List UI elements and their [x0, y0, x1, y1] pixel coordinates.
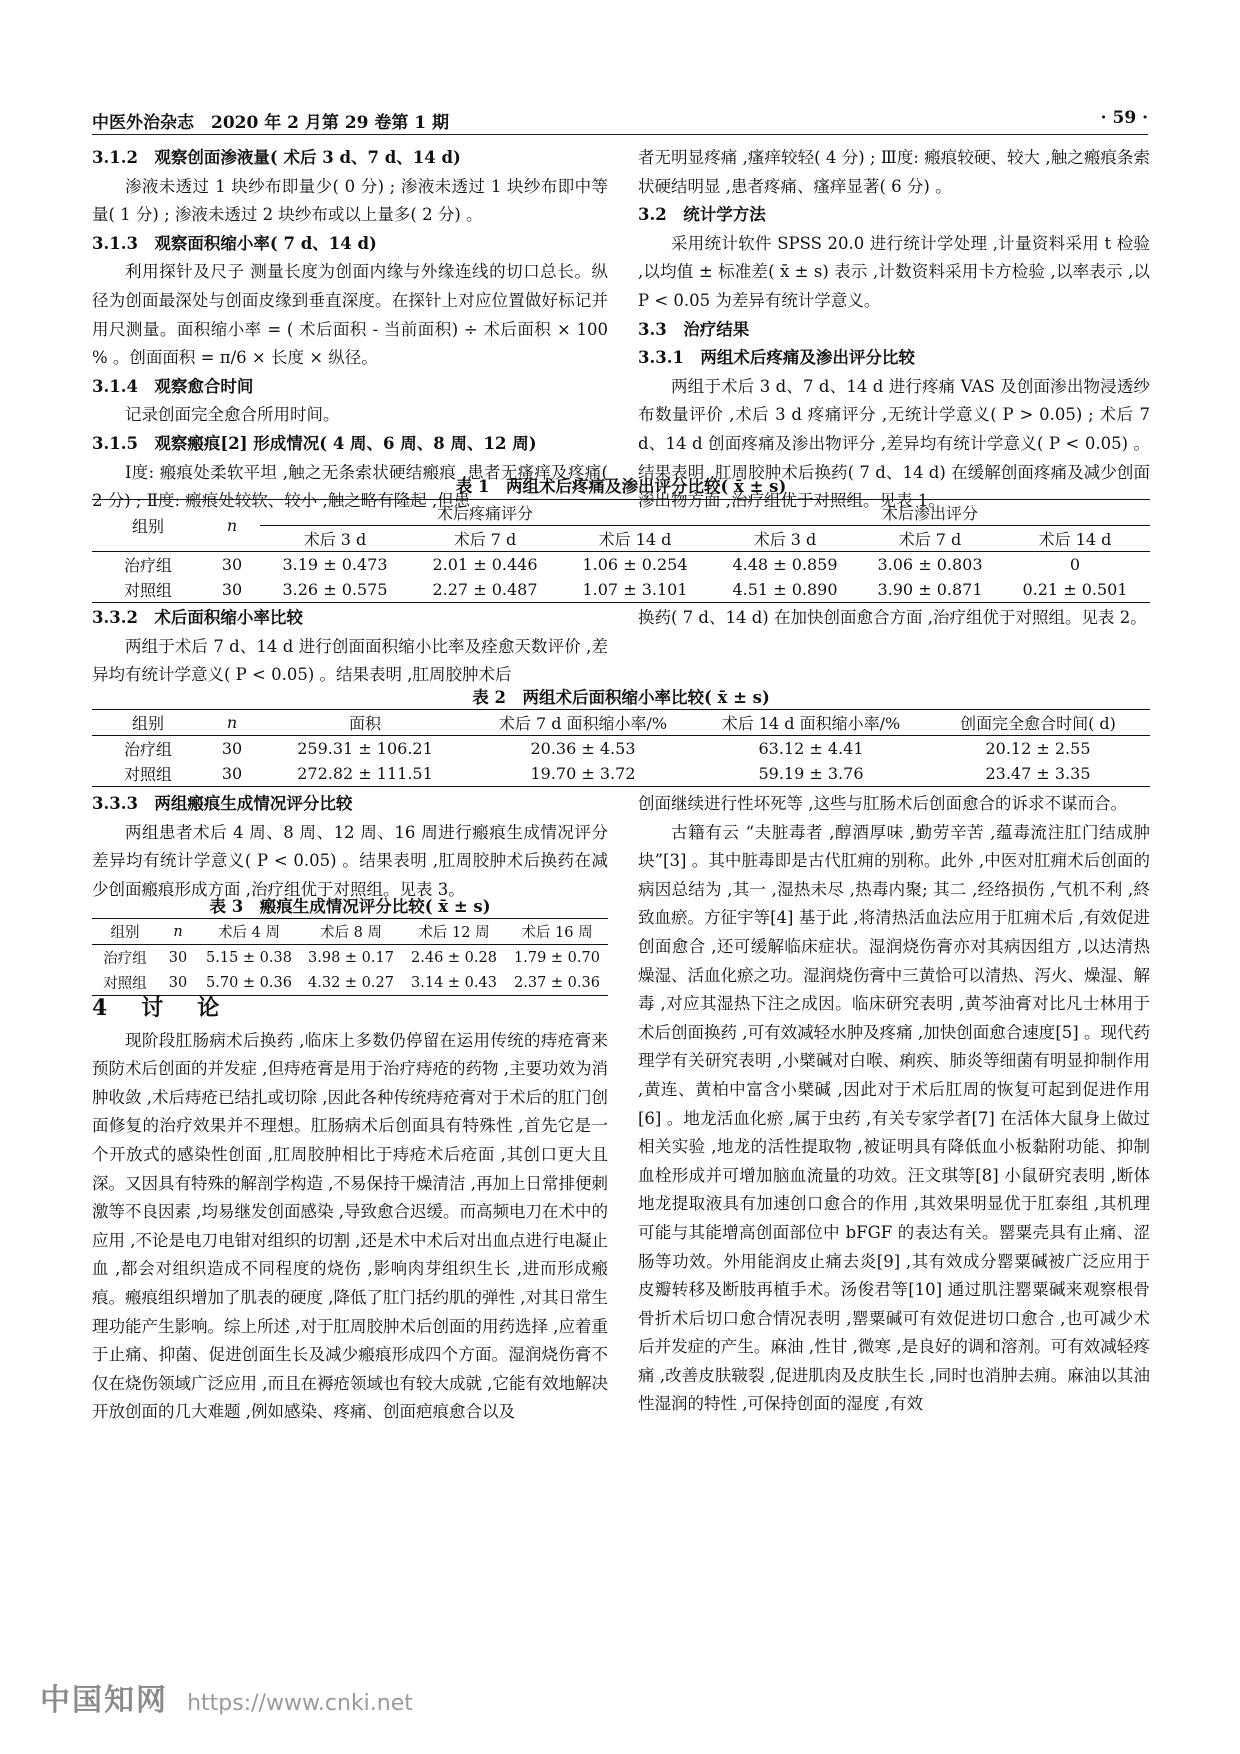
left-column-lower-b	[92, 990, 608, 1427]
table-cell: 对照组	[92, 577, 204, 603]
table-cell: 1.79 ± 0.70	[514, 949, 600, 966]
table-cell: 2.01 ± 0.446	[432, 555, 538, 574]
table3	[92, 918, 608, 996]
page-header	[92, 108, 1148, 135]
table1-subheader: 术后 14 d	[1000, 526, 1150, 552]
right-column-lower	[638, 790, 1150, 1419]
section-heading-discussion: 4 讨 论	[92, 995, 226, 1021]
table-cell: 30	[221, 739, 243, 758]
table-cell: 对照组	[92, 970, 158, 996]
cnki-logo: 中国知网	[40, 1683, 168, 1718]
paragraph: 换药( 7 d、14 d) 在加快创面愈合方面 ,治疗组优于对照组。见表 2。	[638, 608, 1147, 627]
table3-header: n	[158, 919, 198, 945]
table2-header: 术后 14 d 面积缩小率/%	[696, 710, 926, 736]
table-cell: 1.06 ± 0.254	[582, 555, 688, 574]
section-heading: 3.1.4 观察愈合时间	[92, 376, 254, 396]
left-column-middle	[92, 604, 608, 690]
table1	[92, 499, 1150, 603]
table-cell: 20.36 ± 4.53	[530, 739, 636, 758]
table-cell: 对照组	[92, 761, 204, 787]
paragraph: 古籍有云 “夫脏毒者 ,醇酒厚味 ,勤劳辛苦 ,蕴毒流注肛门结成肿块”[3] 。其中脏毒即是古代肛痈的别称。此外 ,中医对肛痈术后创面的病因总结为 ,其一 ,湿热未尽 ,热毒内聚; 其二 ,经络损伤 ,气机不利 ,終致血瘀。方征宇等[4] 基于此 ,将清热活血法应用于肛痈术后 ,有效促进创面愈合 ,还可缓解临床症状。湿润烧伤膏亦对其病因组方 ,以达清热燥湿、活血化瘀之功。湿润烧伤膏中三黄恰可以清热、泻火、燥湿、解毒 ,对应其湿热下注之成因。临床研究表明 ,黄芩油膏对比凡士林用于术后创面换药 ,可有效减轻水肿及疼痛 ,加快创面愈合速度[5] 。现代药理学有关研究表明 ,小檗碱对白喉、痢疾、肺炎等细菌有明显抑制作用 ,黄连、黄柏中富含小檗碱 ,因此对于术后肛周的恢复可起到促进作用[6] 。地龙活血化瘀 ,属于虫药 ,有关专家学者[7] 在活体大鼠身上做过相关实验 ,地龙的活性提取物 ,被证明具有降低血小板黏附功能、抑制血栓形成并可增加脑血流量的功效。汪文琪等[8] 小鼠研究表明 ,断体地龙提取液具有加速创口愈合的作用 ,其效果明显优于肛泰组 ,其机理可能与其能增高创面部位中 bFGF 的表达有关。罂粟壳具有止痛、涩肠等功效。外用能润皮止痛去炎[9] ,其有效成分罂粟碱被广泛应用于皮瓣转移及断肢再植手术。汤俊君等[10] 通过肌注罂粟碱来观察根骨骨折术后切口愈合情况表明 ,罂粟碱可有效促进切口愈合 ,也可减少术后并发症的产生。麻油 ,性甘 ,微寒 ,是良好的调和溶剂。可有效减轻疼痛 ,改善皮肤皲裂 ,促进肌肉及皮肤生长 ,同时也消肿去痈。麻油以其油性湿润的特性 ,可保持创面的湿度 ,有效	[638, 822, 1150, 1414]
table1-row	[92, 552, 1150, 578]
table2-row	[92, 761, 1150, 787]
table-cell: 63.12 ± 4.41	[758, 739, 864, 758]
left-column-upper	[92, 144, 608, 516]
table2-row	[92, 736, 1150, 762]
table-cell: 30	[204, 577, 260, 603]
section-heading: 3.1.5 观察瘢痕[2] 形成情况( 4 周、6 周、8 周、12 周)	[92, 433, 537, 453]
table2-header: n	[204, 710, 260, 736]
section-heading: 3.3.2 术后面积缩小率比较	[92, 608, 303, 627]
table1-subheader: 术后 7 d	[860, 526, 1000, 552]
table-cell: 59.19 ± 3.76	[696, 761, 926, 787]
table1-subheader: 术后 14 d	[560, 526, 710, 552]
table-cell: 0	[1069, 555, 1081, 574]
table-cell: 4.48 ± 0.859	[732, 555, 838, 574]
table3-header: 术后 12 周	[402, 919, 506, 945]
left-column-lower-a	[92, 790, 608, 904]
section-heading: 3.3.3 两组瘢痕生成情况评分比较	[92, 794, 353, 813]
discussion-body	[92, 1027, 608, 1427]
paragraph: 记录创面完全愈合所用时间。	[125, 405, 340, 425]
table-cell: 23.47 ± 3.35	[926, 761, 1150, 787]
table-cell: 3.19 ± 0.473	[282, 555, 388, 574]
section-heading: 3.1.3 观察面积缩小率( 7 d、14 d)	[92, 233, 377, 253]
table-cell: 2.27 ± 0.487	[410, 577, 560, 603]
section-heading: 3.1.2 观察创面渗液量( 术后 3 d、7 d、14 d)	[92, 148, 461, 167]
table1-row	[92, 577, 1150, 603]
table1-header-exudate: 术后渗出评分	[710, 500, 1150, 526]
table-cell: 20.12 ± 2.55	[985, 739, 1091, 758]
table-cell: 30	[221, 555, 243, 574]
table-cell: 272.82 ± 111.51	[260, 761, 470, 787]
paragraph: 采用统计软件 SPSS 20.0 进行统计学处理 ,计量资料采用 t 检验 ,以均值 ± 标准差( x̄ ± s) 表示 ,计数资料采用卡方检验 ,以率表示 ,以 P < 0.05 为差异有统计学意义。	[638, 233, 1150, 310]
table1-header-pain: 术后疼痛评分	[260, 500, 710, 526]
table-cell: 2.46 ± 0.28	[411, 949, 497, 966]
table-cell: 治疗组	[123, 556, 172, 575]
table3-header: 术后 16 周	[506, 919, 608, 945]
table-cell: 3.06 ± 0.803	[877, 555, 983, 574]
paragraph: 者无明显疼痛 ,瘙痒较轻( 4 分) ; Ⅲ度: 瘢痕较硬、较大 ,触之瘢痕条索状硬结明显 ,患者疼痛、瘙痒显著( 6 分) 。	[638, 148, 1150, 196]
table2	[92, 709, 1150, 787]
table-cell: 1.07 ± 3.101	[560, 577, 710, 603]
table1-caption: 表 1 两组术后疼痛及渗出评分比较( x̄ ± s)	[455, 477, 787, 496]
table-cell: 5.70 ± 0.36	[198, 970, 300, 996]
section-heading: 3.2 统计学方法	[638, 205, 766, 225]
table-cell: 30	[158, 970, 198, 996]
paragraph: 两组患者术后 4 周、8 周、12 周、16 周进行瘢痕生成情况评分差异均有统计学意义( P < 0.05) 。结果表明 ,肛周胶肿术后换药在减少创面瘢痕形成方面 ,治疗组优于对照组。见表 3。	[92, 822, 608, 899]
table-cell: 0.21 ± 0.501	[1000, 577, 1150, 603]
table3-header: 组别	[92, 919, 158, 945]
table-cell: 19.70 ± 3.72	[470, 761, 696, 787]
table2-header: 面积	[260, 710, 470, 736]
table2-header: 创面完全愈合时间( d)	[926, 710, 1150, 736]
table2-caption: 表 2 两组术后面积缩小率比较( x̄ ± s)	[472, 688, 770, 707]
table1-subheader: 术后 3 d	[260, 526, 410, 552]
table-cell: 3.98 ± 0.17	[308, 949, 394, 966]
table-cell: 3.26 ± 0.575	[260, 577, 410, 603]
table1-header-group: 组别	[92, 500, 204, 552]
section-heading: 3.3.1 两组术后疼痛及渗出评分比较	[638, 348, 915, 368]
table-cell: 30	[204, 761, 260, 787]
table-cell: 3.90 ± 0.871	[860, 577, 1000, 603]
footer-watermark	[40, 1675, 413, 1719]
table-cell: 4.51 ± 0.890	[710, 577, 860, 603]
table3-row	[92, 945, 608, 971]
table1-subheader: 术后 7 d	[410, 526, 560, 552]
paragraph: 现阶段肛肠病术后换药 ,临床上多数仍停留在运用传统的痔疮膏来预防术后创面的并发症 ,但痔疮膏是用于治疗痔疮的药物 ,主要功效为消肿收敛 ,术后痔疮已结扎或切除 ,因此各种传统痔疮膏对于术后的肛门创面修复的治疗效果并不理想。肛肠病术后创面具有特殊性 ,首先它是一个开放式的感染性创面 ,肛周胶肿相比于痔疮术后疮面 ,其创口更大且深。又因具有特殊的解剖学构造 ,不易保持干燥清洁 ,再加上日常排便刺激等不良因素 ,均易继发创面感染 ,导致愈合迟缓。而高频电刀在术中的应用 ,不论是电刀电钳对组织的切割 ,还是术中术后对出血点进行电凝止血 ,都会对组织造成不同程度的烧伤 ,影响肉芽组织生长 ,进而形成瘢痕。瘢痕组织增加了肌表的硬度 ,降低了肛门括约肌的弹性 ,对其日常生理功能产生影响。综上所述 ,对于肛周胶肿术后创面的用药选择 ,应着重于止痛、抑菌、促进创面生长及减少瘢痕形成四个方面。湿润烧伤膏不仅在烧伤领域广泛应用 ,而且在褥疮领域也有较大成就 ,它能有效地解决开放创面的几大难题 ,例如感染、疼痛、创面疤痕愈合以及	[92, 1030, 608, 1422]
table-cell: 5.15 ± 0.38	[206, 949, 292, 966]
right-column-upper	[638, 144, 1150, 516]
paragraph: 渗液未透过 1 块纱布即量少( 0 分) ; 渗液未透过 1 块纱布即中等量( 1 分) ; 渗液未透过 2 块纱布或以上量多( 2 分) 。	[92, 176, 608, 225]
paragraph: 创面继续进行性坏死等 ,这些与肛肠术后创面愈合的诉求不谋而合。	[638, 794, 1127, 813]
cnki-url: https://www.cnki.net	[187, 1691, 413, 1716]
table3-caption: 表 3 瘢痕生成情况评分比较( x̄ ± s)	[209, 897, 491, 916]
table3-header: 术后 4 周	[198, 919, 300, 945]
table1-header-n: n	[204, 500, 260, 552]
section-heading: 3.3 治疗结果	[638, 319, 750, 339]
paragraph: 利用探针及尺子 测量长度为创面内缘与外缘连线的切口总长。纵径为创面最深处与创面皮缘到垂直深度。在探针上对应位置做好标记并用尺测量。面积缩小率 = ( 术后面积 - 当前面积) ÷ 术后面积 × 100 % 。创面面积 = π/6 × 长度 × 纵径。	[92, 262, 608, 368]
page-number: · 59 ·	[1100, 108, 1148, 128]
table-cell: 4.32 ± 0.27	[300, 970, 402, 996]
table2-header: 术后 7 d 面积缩小率/%	[470, 710, 696, 736]
table-cell: 3.14 ± 0.43	[402, 970, 506, 996]
right-column-middle	[638, 604, 1150, 633]
table-cell: 治疗组	[103, 951, 147, 967]
paragraph: Ⅰ度: 瘢痕处柔软平坦 ,触之无条索状硬结瘢痕 ,患者无瘙痒及疼痛( 2 分) ; Ⅱ度: 瘢痕处较软、较小 ,触之略有隆起 ,但患	[92, 462, 608, 511]
table-cell: 30	[168, 949, 188, 966]
journal-title: 中医外治杂志 2020 年 2 月第 29 卷第 1 期	[92, 113, 450, 133]
table1-subheader: 术后 3 d	[710, 526, 860, 552]
table-cell: 259.31 ± 106.21	[297, 739, 433, 758]
paragraph: 两组于术后 3 d、7 d、14 d 进行疼痛 VAS 及创面渗出物浸透纱布数量评价 ,术后 3 d 疼痛评分 ,无统计学意义( P > 0.05) ; 术后 7 d、14 d 创面疼痛及渗出物评分 ,差异均有统计学意义( P < 0.05) 。结果表明 ,肛周胶肿术后换药( 7 d、14 d) 在缓解创面疼痛及减少创面渗出物方面 ,治疗组优于对照组。见表 1。	[638, 376, 1150, 511]
table-cell: 2.37 ± 0.36	[506, 970, 608, 996]
paragraph: 两组于术后 7 d、14 d 进行创面面积缩小比率及痊愈天数评价 ,差异均有统计学意义( P < 0.05) 。结果表明 ,肛周胶肿术后	[92, 636, 608, 685]
table3-header: 术后 8 周	[300, 919, 402, 945]
table-cell: 治疗组	[123, 740, 172, 759]
table2-header: 组别	[92, 710, 204, 736]
